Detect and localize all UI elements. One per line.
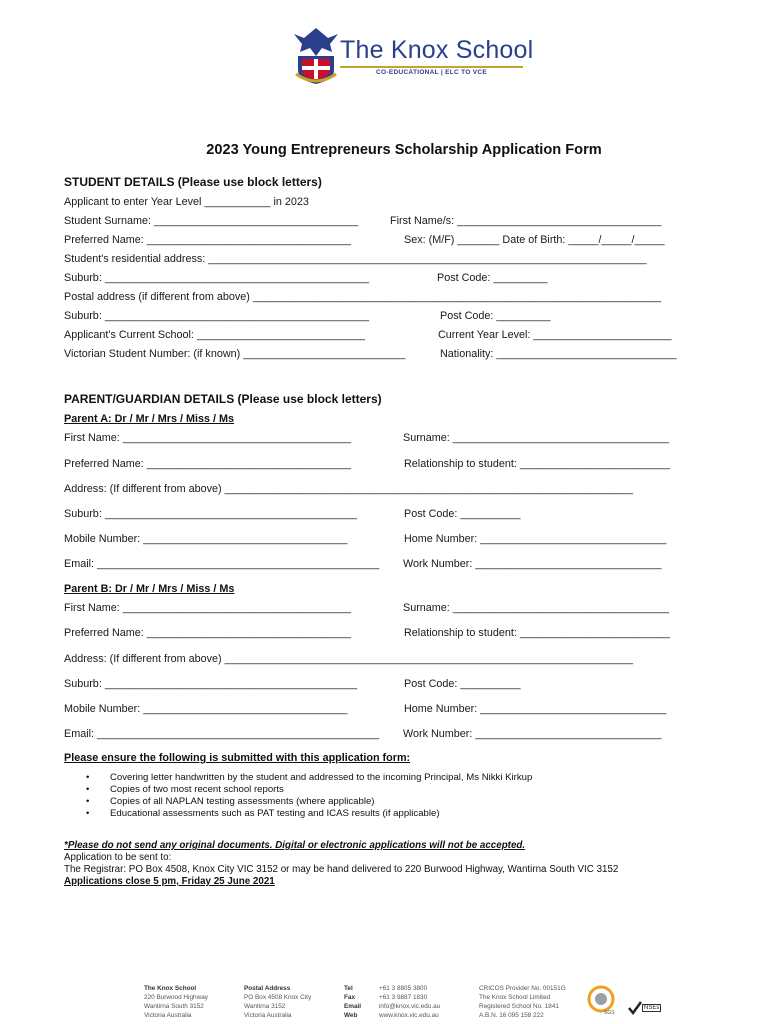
- nationality-field[interactable]: Nationality: ______________________________: [440, 348, 677, 360]
- suburb-field[interactable]: Suburb: ____________________________________________: [64, 272, 370, 284]
- footer-line: 220 Burwood Highway: [144, 994, 208, 1001]
- first-names-field[interactable]: First Name/s: __________________________________: [390, 215, 662, 227]
- student-surname-field[interactable]: Student Surname: __________________________________: [64, 215, 359, 227]
- footer-email-link[interactable]: info@knox.vic.edu.au: [379, 1003, 441, 1010]
- sent-to-label: Application to be sent to:: [64, 852, 172, 863]
- footer-label: Fax: [344, 994, 356, 1001]
- footer-label: Email: [344, 1003, 362, 1010]
- sex-dob-field[interactable]: Sex: (M/F) _______ Date of Birth: _____/_____/_____: [404, 234, 665, 246]
- current-school-field[interactable]: Applicant's Current School: ____________________________: [64, 329, 366, 341]
- postal-post-code-field[interactable]: Post Code: _________: [440, 310, 551, 322]
- parent-b-suburb-field[interactable]: Suburb: __________________________________________: [64, 678, 358, 690]
- parent-a-post-code-field[interactable]: Post Code: __________: [404, 508, 521, 520]
- sgs-badge: [584, 984, 618, 1018]
- parent-b-home-number-field[interactable]: Home Number: _______________________________: [404, 703, 667, 715]
- parent-a-address-field[interactable]: Address: (If different from above) ____________________________________________________________________: [64, 483, 633, 495]
- crest-icon: [290, 26, 342, 86]
- footer-contact-labels: [344, 984, 361, 1020]
- footer-line: Wantirna South 3152: [144, 1003, 204, 1010]
- parent-b-work-number-field[interactable]: Work Number: _______________________________: [403, 728, 662, 740]
- footer-line: Victoria Australia: [244, 1012, 292, 1019]
- footer-label: Tel: [344, 985, 353, 992]
- parent-b-post-code-field[interactable]: Post Code: __________: [404, 678, 521, 690]
- residential-address-field[interactable]: Student's residential address: _________________________________________________________________________: [64, 253, 647, 265]
- footer-line: CRICOS Provider No. 00151G: [479, 985, 566, 992]
- original-documents-warning: *Please do not send any original documents. Digital or electronic applications will not be accepted.: [64, 840, 526, 851]
- footer-line: +61 3 9887 1830: [379, 994, 428, 1001]
- list-item: • Educational assessments such as PAT testing and ICAS results (if applicable): [86, 808, 532, 820]
- parent-details-heading: PARENT/GUARDIAN DETAILS (Please use block letters): [64, 392, 382, 406]
- parent-a-preferred-name-field[interactable]: Preferred Name: __________________________________: [64, 458, 351, 470]
- parent-b-preferred-name-field[interactable]: Preferred Name: __________________________________: [64, 627, 351, 639]
- parent-b-surname-field[interactable]: Surname: ____________________________________: [403, 602, 669, 614]
- parent-a-surname-field[interactable]: Surname: ____________________________________: [403, 432, 669, 444]
- footer-postal-address: [244, 984, 311, 1020]
- footer-web-link[interactable]: www.knox.vic.edu.au: [379, 1012, 439, 1019]
- footer-line: Victoria Australia: [144, 1012, 192, 1019]
- parent-a-heading: Parent A: Dr / Mr / Mrs / Miss / Ms: [64, 413, 234, 425]
- school-name: The Knox School: [340, 36, 534, 64]
- parent-b-relationship-field[interactable]: Relationship to student: _________________________: [404, 627, 670, 639]
- parent-a-first-name-field[interactable]: First Name: ______________________________________: [64, 432, 351, 444]
- list-item: • Covering letter handwritten by the student and addressed to the incoming Principal, Ms Nikki Kirkup: [86, 772, 532, 784]
- parent-a-suburb-field[interactable]: Suburb: __________________________________________: [64, 508, 358, 520]
- postal-suburb-field[interactable]: Suburb: ____________________________________________: [64, 310, 370, 322]
- closing-date: Applications close 5 pm, Friday 25 June 2021: [64, 876, 275, 887]
- parent-a-mobile-field[interactable]: Mobile Number: __________________________________: [64, 533, 348, 545]
- footer-postal-title: Postal Address: [244, 985, 291, 992]
- footer-school-address: [144, 984, 208, 1020]
- vsn-field[interactable]: Victorian Student Number: (if known) ___________________________: [64, 348, 406, 360]
- registrar-address: The Registrar: PO Box 4508, Knox City VIC 3152 or may be hand delivered to 220 Burwood Highway, Wantirna South VIC 3152: [64, 864, 619, 875]
- footer-line: PO Box 4508 Knox City: [244, 994, 312, 1001]
- footer-line: The Knox School Limited: [479, 994, 551, 1001]
- nses-label: NSEs: [644, 1005, 660, 1011]
- parent-a-relationship-field[interactable]: Relationship to student: _________________________: [404, 458, 670, 470]
- school-tagline: CO-EDUCATIONAL | ELC TO VCE: [376, 69, 488, 76]
- parent-b-mobile-field[interactable]: Mobile Number: __________________________________: [64, 703, 348, 715]
- year-level-field[interactable]: Applicant to enter Year Level ___________ in 2023: [64, 196, 309, 208]
- submission-list: [86, 772, 532, 820]
- preferred-name-field[interactable]: Preferred Name: __________________________________: [64, 234, 351, 246]
- footer-registration: [479, 984, 566, 1020]
- footer-line: Wantirna 3152: [244, 1003, 286, 1010]
- footer-line: A.B.N. 16 095 158 222: [479, 1012, 544, 1019]
- nses-badge: [628, 1000, 664, 1018]
- sgs-label: SGS: [604, 1010, 615, 1016]
- school-logo: [290, 26, 342, 86]
- post-code-field[interactable]: Post Code: _________: [437, 272, 548, 284]
- parent-b-address-field[interactable]: Address: (If different from above) ____________________________________________________________________: [64, 653, 633, 665]
- footer-contact-values: [379, 984, 440, 1020]
- parent-b-heading: Parent B: Dr / Mr / Mrs / Miss / Ms: [64, 583, 235, 595]
- form-title: 2023 Young Entrepreneurs Scholarship Application Form: [206, 142, 602, 158]
- footer-school-title: The Knox School: [144, 985, 197, 992]
- parent-a-home-number-field[interactable]: Home Number: _______________________________: [404, 533, 667, 545]
- footer-line: +61 3 8805 3800: [379, 985, 428, 992]
- list-item: • Copies of two most recent school reports: [86, 784, 532, 796]
- current-year-field[interactable]: Current Year Level: _______________________: [438, 329, 672, 341]
- parent-a-email-field[interactable]: Email: _______________________________________________: [64, 558, 380, 570]
- parent-b-first-name-field[interactable]: First Name: ______________________________________: [64, 602, 351, 614]
- logo-divider: [340, 66, 523, 68]
- student-details-heading: STUDENT DETAILS (Please use block letters): [64, 175, 322, 189]
- list-item: • Copies of all NAPLAN testing assessments (where applicable): [86, 796, 532, 808]
- checkmark-icon: [628, 1000, 642, 1016]
- parent-b-email-field[interactable]: Email: _______________________________________________: [64, 728, 380, 740]
- submission-heading: Please ensure the following is submitted with this application form:: [64, 752, 411, 764]
- postal-address-field[interactable]: Postal address (if different from above) ____________________________________________________________________: [64, 291, 662, 303]
- footer-label: Web: [344, 1012, 358, 1019]
- footer-line: Registered School No. 1841: [479, 1003, 559, 1010]
- parent-a-work-number-field[interactable]: Work Number: _______________________________: [403, 558, 662, 570]
